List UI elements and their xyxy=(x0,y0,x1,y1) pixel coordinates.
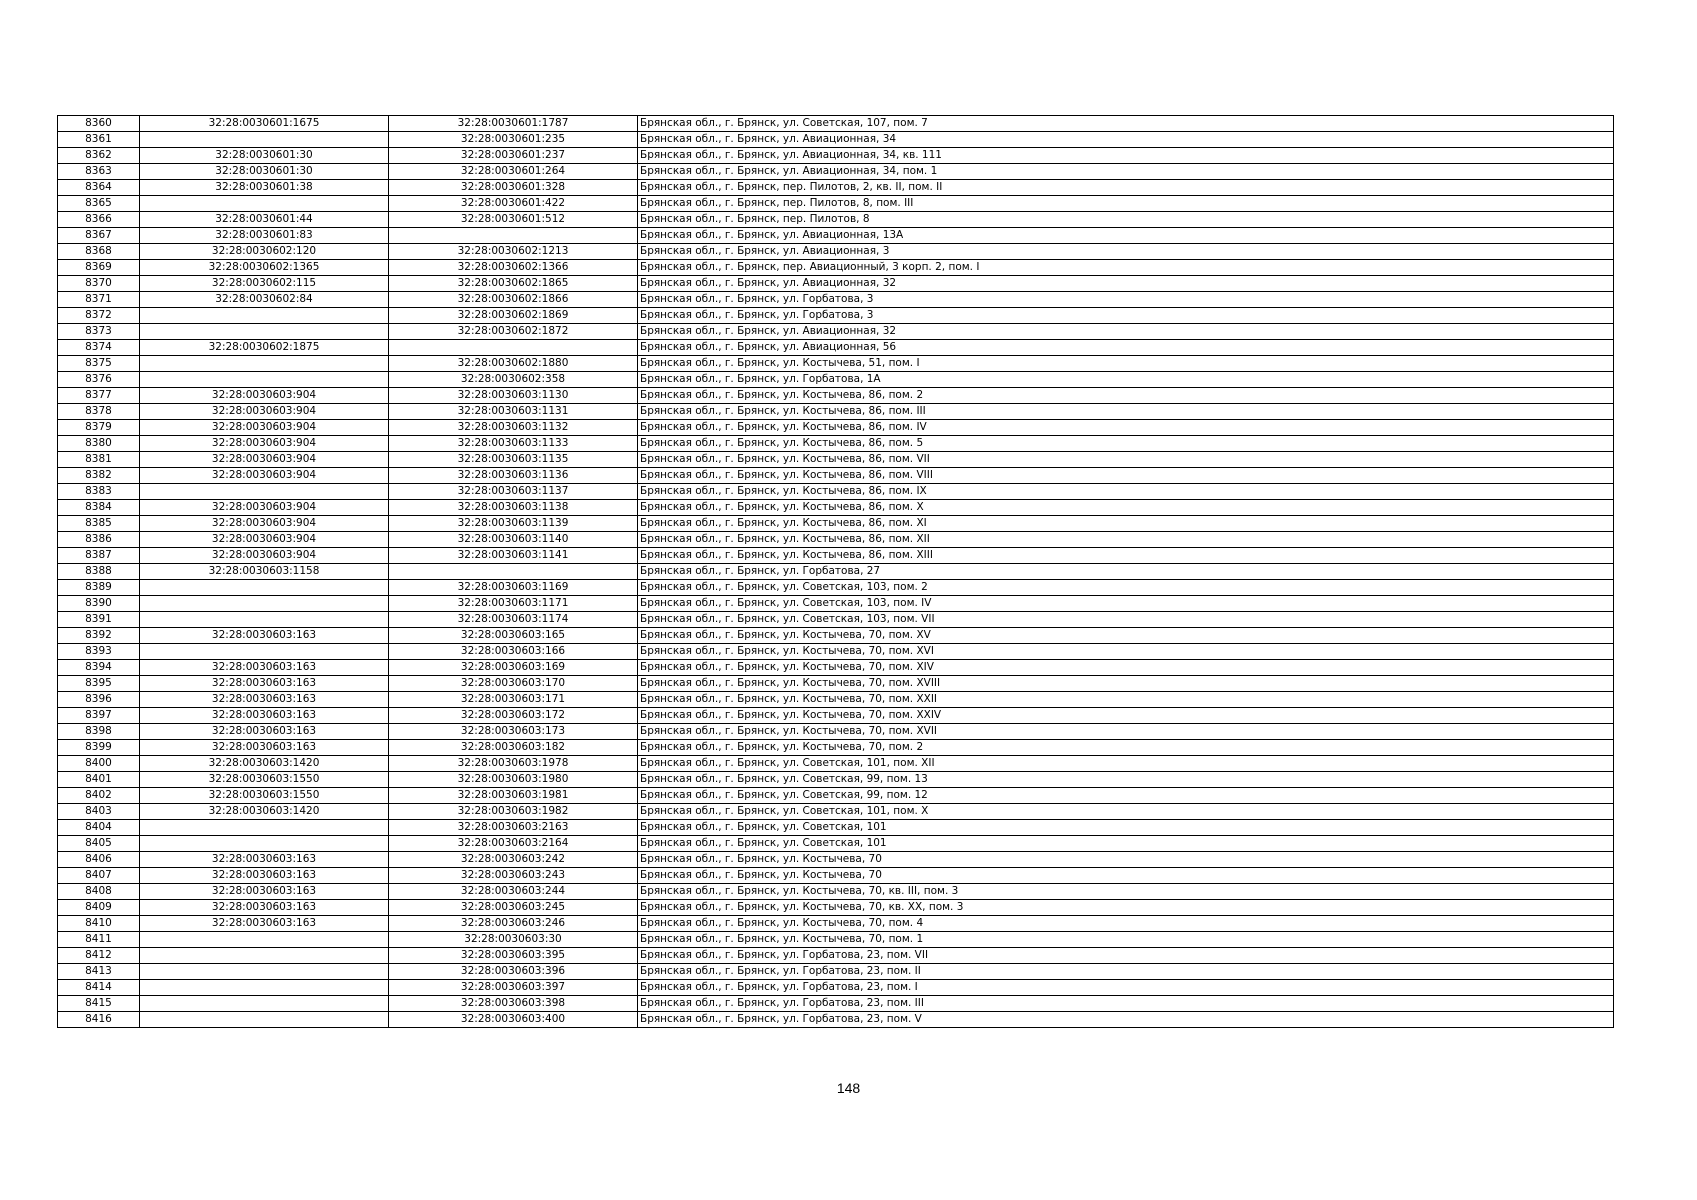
parent-cadastral-number-cell: 32:28:0030603:163 xyxy=(140,724,389,740)
row-number-cell: 8360 xyxy=(58,116,140,132)
parent-cadastral-number-cell: 32:28:0030603:163 xyxy=(140,676,389,692)
row-number-cell: 8389 xyxy=(58,580,140,596)
row-number-cell: 8380 xyxy=(58,436,140,452)
table-row xyxy=(58,164,1614,180)
address-cell: Брянская обл., г. Брянск, ул. Костычева, 86, пом. XI xyxy=(638,516,1614,532)
address-cell: Брянская обл., г. Брянск, ул. Авиационная, 13А xyxy=(638,228,1614,244)
table-row xyxy=(58,388,1614,404)
table-row xyxy=(58,420,1614,436)
cadastral-number-cell: 32:28:0030602:1213 xyxy=(389,244,638,260)
cadastral-number-cell: 32:28:0030603:1133 xyxy=(389,436,638,452)
table-row xyxy=(58,276,1614,292)
parent-cadastral-number-cell: 32:28:0030603:904 xyxy=(140,452,389,468)
table-row xyxy=(58,868,1614,884)
table-row xyxy=(58,660,1614,676)
address-cell: Брянская обл., г. Брянск, ул. Костычева, 70 xyxy=(638,868,1614,884)
parent-cadastral-number-cell: 32:28:0030603:904 xyxy=(140,468,389,484)
parent-cadastral-number-cell: 32:28:0030603:163 xyxy=(140,628,389,644)
parent-cadastral-number-cell: 32:28:0030603:904 xyxy=(140,532,389,548)
address-cell: Брянская обл., г. Брянск, ул. Костычева, 86, пом. 5 xyxy=(638,436,1614,452)
address-cell: Брянская обл., г. Брянск, ул. Советская, 101 xyxy=(638,820,1614,836)
parent-cadastral-number-cell xyxy=(140,980,389,996)
parent-cadastral-number-cell xyxy=(140,948,389,964)
parent-cadastral-number-cell xyxy=(140,356,389,372)
address-cell: Брянская обл., г. Брянск, пер. Пилотов, 2, кв. II, пом. II xyxy=(638,180,1614,196)
table-row xyxy=(58,948,1614,964)
parent-cadastral-number-cell xyxy=(140,612,389,628)
row-number-cell: 8373 xyxy=(58,324,140,340)
cadastral-number-cell: 32:28:0030603:1140 xyxy=(389,532,638,548)
row-number-cell: 8397 xyxy=(58,708,140,724)
address-cell: Брянская обл., г. Брянск, ул. Горбатова, 1А xyxy=(638,372,1614,388)
row-number-cell: 8362 xyxy=(58,148,140,164)
cadastral-number-cell: 32:28:0030601:512 xyxy=(389,212,638,228)
table-row xyxy=(58,180,1614,196)
row-number-cell: 8401 xyxy=(58,772,140,788)
address-cell: Брянская обл., г. Брянск, ул. Костычева, 70, пом. XVIII xyxy=(638,676,1614,692)
cadastral-number-cell: 32:28:0030603:397 xyxy=(389,980,638,996)
address-cell: Брянская обл., г. Брянск, ул. Костычева, 51, пом. I xyxy=(638,356,1614,372)
cadastral-number-cell: 32:28:0030602:1866 xyxy=(389,292,638,308)
row-number-cell: 8395 xyxy=(58,676,140,692)
address-cell: Брянская обл., г. Брянск, ул. Советская, 103, пом. VII xyxy=(638,612,1614,628)
address-cell: Брянская обл., г. Брянск, пер. Пилотов, 8 xyxy=(638,212,1614,228)
row-number-cell: 8383 xyxy=(58,484,140,500)
address-cell: Брянская обл., г. Брянск, ул. Костычева, 86, пом. X xyxy=(638,500,1614,516)
row-number-cell: 8387 xyxy=(58,548,140,564)
table-row xyxy=(58,132,1614,148)
parent-cadastral-number-cell: 32:28:0030603:163 xyxy=(140,916,389,932)
cadastral-number-cell: 32:28:0030603:1130 xyxy=(389,388,638,404)
cadastral-number-cell: 32:28:0030603:1132 xyxy=(389,420,638,436)
cadastral-number-cell: 32:28:0030603:1138 xyxy=(389,500,638,516)
cadastral-number-cell: 32:28:0030602:1872 xyxy=(389,324,638,340)
cadastral-number-cell: 32:28:0030601:1787 xyxy=(389,116,638,132)
row-number-cell: 8376 xyxy=(58,372,140,388)
table-row xyxy=(58,740,1614,756)
page-number: 148 xyxy=(836,1080,861,1096)
cadastral-number-cell: 32:28:0030601:328 xyxy=(389,180,638,196)
address-cell: Брянская обл., г. Брянск, ул. Костычева, 86, пом. XII xyxy=(638,532,1614,548)
address-cell: Брянская обл., г. Брянск, пер. Пилотов, 8, пом. III xyxy=(638,196,1614,212)
table-row xyxy=(58,356,1614,372)
row-number-cell: 8369 xyxy=(58,260,140,276)
cadastral-number-cell: 32:28:0030603:165 xyxy=(389,628,638,644)
parent-cadastral-number-cell: 32:28:0030603:163 xyxy=(140,852,389,868)
address-cell: Брянская обл., г. Брянск, ул. Авиационная, 34, пом. 1 xyxy=(638,164,1614,180)
address-cell: Брянская обл., г. Брянск, ул. Советская, 107, пом. 7 xyxy=(638,116,1614,132)
cadastral-number-cell: 32:28:0030603:1137 xyxy=(389,484,638,500)
parent-cadastral-number-cell: 32:28:0030603:163 xyxy=(140,884,389,900)
address-cell: Брянская обл., г. Брянск, ул. Советская, 99, пом. 12 xyxy=(638,788,1614,804)
address-cell: Брянская обл., г. Брянск, ул. Костычева, 70, пом. XVI xyxy=(638,644,1614,660)
address-cell: Брянская обл., г. Брянск, ул. Авиационная, 34, кв. 111 xyxy=(638,148,1614,164)
address-cell: Брянская обл., г. Брянск, ул. Костычева, 70, пом. XIV xyxy=(638,660,1614,676)
row-number-cell: 8364 xyxy=(58,180,140,196)
table-row xyxy=(58,580,1614,596)
row-number-cell: 8412 xyxy=(58,948,140,964)
address-cell: Брянская обл., г. Брянск, ул. Костычева, 86, пом. IX xyxy=(638,484,1614,500)
table-row xyxy=(58,804,1614,820)
parent-cadastral-number-cell: 32:28:0030601:1675 xyxy=(140,116,389,132)
row-number-cell: 8384 xyxy=(58,500,140,516)
table-row xyxy=(58,260,1614,276)
table-row xyxy=(58,244,1614,260)
row-number-cell: 8377 xyxy=(58,388,140,404)
cadastral-number-cell: 32:28:0030601:422 xyxy=(389,196,638,212)
registry-table xyxy=(57,115,1614,1028)
row-number-cell: 8399 xyxy=(58,740,140,756)
cadastral-number-cell xyxy=(389,340,638,356)
address-cell: Брянская обл., г. Брянск, пер. Авиационный, 3 корп. 2, пом. I xyxy=(638,260,1614,276)
table-row xyxy=(58,548,1614,564)
parent-cadastral-number-cell: 32:28:0030602:84 xyxy=(140,292,389,308)
address-cell: Брянская обл., г. Брянск, ул. Костычева, 70, пом. 2 xyxy=(638,740,1614,756)
table-row xyxy=(58,212,1614,228)
row-number-cell: 8394 xyxy=(58,660,140,676)
table-row xyxy=(58,228,1614,244)
table-row xyxy=(58,484,1614,500)
address-cell: Брянская обл., г. Брянск, ул. Костычева, 86, пом. 2 xyxy=(638,388,1614,404)
cadastral-number-cell: 32:28:0030602:1880 xyxy=(389,356,638,372)
parent-cadastral-number-cell xyxy=(140,964,389,980)
address-cell: Брянская обл., г. Брянск, ул. Горбатова, 3 xyxy=(638,292,1614,308)
cadastral-number-cell: 32:28:0030603:1174 xyxy=(389,612,638,628)
parent-cadastral-number-cell: 32:28:0030603:1158 xyxy=(140,564,389,580)
table-row xyxy=(58,500,1614,516)
row-number-cell: 8410 xyxy=(58,916,140,932)
address-cell: Брянская обл., г. Брянск, ул. Советская, 99, пом. 13 xyxy=(638,772,1614,788)
parent-cadastral-number-cell: 32:28:0030601:44 xyxy=(140,212,389,228)
parent-cadastral-number-cell: 32:28:0030601:38 xyxy=(140,180,389,196)
parent-cadastral-number-cell: 32:28:0030603:163 xyxy=(140,900,389,916)
cadastral-number-cell: 32:28:0030603:395 xyxy=(389,948,638,964)
cadastral-number-cell: 32:28:0030603:1171 xyxy=(389,596,638,612)
table-row xyxy=(58,676,1614,692)
cadastral-number-cell: 32:28:0030603:396 xyxy=(389,964,638,980)
row-number-cell: 8406 xyxy=(58,852,140,868)
table-row xyxy=(58,612,1614,628)
parent-cadastral-number-cell: 32:28:0030603:904 xyxy=(140,436,389,452)
address-cell: Брянская обл., г. Брянск, ул. Костычева, 70, пом. XVII xyxy=(638,724,1614,740)
parent-cadastral-number-cell: 32:28:0030603:1420 xyxy=(140,804,389,820)
row-number-cell: 8375 xyxy=(58,356,140,372)
table-row xyxy=(58,900,1614,916)
cadastral-number-cell: 32:28:0030603:1978 xyxy=(389,756,638,772)
address-cell: Брянская обл., г. Брянск, ул. Костычева, 86, пом. IV xyxy=(638,420,1614,436)
address-cell: Брянская обл., г. Брянск, ул. Костычева, 70, кв. XX, пом. 3 xyxy=(638,900,1614,916)
parent-cadastral-number-cell: 32:28:0030603:163 xyxy=(140,868,389,884)
row-number-cell: 8416 xyxy=(58,1012,140,1028)
row-number-cell: 8403 xyxy=(58,804,140,820)
table-row xyxy=(58,116,1614,132)
table-row xyxy=(58,644,1614,660)
row-number-cell: 8372 xyxy=(58,308,140,324)
cadastral-number-cell: 32:28:0030603:242 xyxy=(389,852,638,868)
row-number-cell: 8398 xyxy=(58,724,140,740)
table-row xyxy=(58,820,1614,836)
row-number-cell: 8388 xyxy=(58,564,140,580)
row-number-cell: 8367 xyxy=(58,228,140,244)
address-cell: Брянская обл., г. Брянск, ул. Горбатова, 23, пом. I xyxy=(638,980,1614,996)
parent-cadastral-number-cell: 32:28:0030602:115 xyxy=(140,276,389,292)
row-number-cell: 8385 xyxy=(58,516,140,532)
address-cell: Брянская обл., г. Брянск, ул. Советская, 101, пом. XII xyxy=(638,756,1614,772)
table-row xyxy=(58,708,1614,724)
address-cell: Брянская обл., г. Брянск, ул. Костычева, 70, пом. XV xyxy=(638,628,1614,644)
cadastral-number-cell: 32:28:0030603:1982 xyxy=(389,804,638,820)
row-number-cell: 8404 xyxy=(58,820,140,836)
table-row xyxy=(58,724,1614,740)
parent-cadastral-number-cell xyxy=(140,132,389,148)
cadastral-number-cell: 32:28:0030603:243 xyxy=(389,868,638,884)
row-number-cell: 8370 xyxy=(58,276,140,292)
address-cell: Брянская обл., г. Брянск, ул. Костычева, 70, пом. XXIV xyxy=(638,708,1614,724)
row-number-cell: 8381 xyxy=(58,452,140,468)
cadastral-number-cell: 32:28:0030603:245 xyxy=(389,900,638,916)
cadastral-number-cell: 32:28:0030603:172 xyxy=(389,708,638,724)
table-row xyxy=(58,836,1614,852)
cadastral-number-cell xyxy=(389,228,638,244)
address-cell: Брянская обл., г. Брянск, ул. Авиационная, 3 xyxy=(638,244,1614,260)
table-row xyxy=(58,692,1614,708)
address-cell: Брянская обл., г. Брянск, ул. Костычева, 70, кв. III, пом. 3 xyxy=(638,884,1614,900)
parent-cadastral-number-cell xyxy=(140,484,389,500)
cadastral-number-cell: 32:28:0030601:264 xyxy=(389,164,638,180)
cadastral-number-cell: 32:28:0030603:1135 xyxy=(389,452,638,468)
table-row xyxy=(58,884,1614,900)
parent-cadastral-number-cell: 32:28:0030603:904 xyxy=(140,548,389,564)
table-row xyxy=(58,404,1614,420)
cadastral-number-cell: 32:28:0030602:358 xyxy=(389,372,638,388)
address-cell: Брянская обл., г. Брянск, ул. Костычева, 86, пом. VII xyxy=(638,452,1614,468)
table-row xyxy=(58,292,1614,308)
table-row xyxy=(58,564,1614,580)
cadastral-number-cell: 32:28:0030603:1169 xyxy=(389,580,638,596)
parent-cadastral-number-cell xyxy=(140,324,389,340)
address-cell: Брянская обл., г. Брянск, ул. Авиационная, 34 xyxy=(638,132,1614,148)
cadastral-number-cell: 32:28:0030603:246 xyxy=(389,916,638,932)
cadastral-number-cell: 32:28:0030603:182 xyxy=(389,740,638,756)
table-row xyxy=(58,1012,1614,1028)
parent-cadastral-number-cell: 32:28:0030603:163 xyxy=(140,692,389,708)
parent-cadastral-number-cell: 32:28:0030603:904 xyxy=(140,516,389,532)
address-cell: Брянская обл., г. Брянск, ул. Авиационная, 56 xyxy=(638,340,1614,356)
cadastral-number-cell: 32:28:0030603:1981 xyxy=(389,788,638,804)
cadastral-number-cell: 32:28:0030603:166 xyxy=(389,644,638,660)
table-row xyxy=(58,628,1614,644)
address-cell: Брянская обл., г. Брянск, ул. Костычева, 86, пом. XIII xyxy=(638,548,1614,564)
cadastral-number-cell: 32:28:0030603:1980 xyxy=(389,772,638,788)
cadastral-number-cell: 32:28:0030603:1141 xyxy=(389,548,638,564)
table-row xyxy=(58,916,1614,932)
cadastral-number-cell: 32:28:0030603:400 xyxy=(389,1012,638,1028)
table-row xyxy=(58,980,1614,996)
table-row xyxy=(58,516,1614,532)
parent-cadastral-number-cell xyxy=(140,308,389,324)
parent-cadastral-number-cell: 32:28:0030603:904 xyxy=(140,388,389,404)
row-number-cell: 8368 xyxy=(58,244,140,260)
address-cell: Брянская обл., г. Брянск, ул. Авиационная, 32 xyxy=(638,324,1614,340)
cadastral-number-cell: 32:28:0030603:169 xyxy=(389,660,638,676)
row-number-cell: 8392 xyxy=(58,628,140,644)
row-number-cell: 8400 xyxy=(58,756,140,772)
parent-cadastral-number-cell: 32:28:0030601:30 xyxy=(140,148,389,164)
address-cell: Брянская обл., г. Брянск, ул. Костычева, 70, пом. 1 xyxy=(638,932,1614,948)
row-number-cell: 8386 xyxy=(58,532,140,548)
table-row xyxy=(58,756,1614,772)
cadastral-number-cell: 32:28:0030603:398 xyxy=(389,996,638,1012)
cadastral-number-cell: 32:28:0030603:2164 xyxy=(389,836,638,852)
row-number-cell: 8414 xyxy=(58,980,140,996)
parent-cadastral-number-cell xyxy=(140,196,389,212)
address-cell: Брянская обл., г. Брянск, ул. Горбатова, 23, пом. III xyxy=(638,996,1614,1012)
parent-cadastral-number-cell xyxy=(140,820,389,836)
table-row xyxy=(58,852,1614,868)
cadastral-number-cell: 32:28:0030603:2163 xyxy=(389,820,638,836)
table-row xyxy=(58,596,1614,612)
parent-cadastral-number-cell: 32:28:0030603:163 xyxy=(140,660,389,676)
cadastral-number-cell: 32:28:0030603:171 xyxy=(389,692,638,708)
row-number-cell: 8391 xyxy=(58,612,140,628)
table-row xyxy=(58,340,1614,356)
parent-cadastral-number-cell: 32:28:0030603:1550 xyxy=(140,772,389,788)
parent-cadastral-number-cell xyxy=(140,372,389,388)
parent-cadastral-number-cell xyxy=(140,996,389,1012)
row-number-cell: 8390 xyxy=(58,596,140,612)
address-cell: Брянская обл., г. Брянск, ул. Костычева, 86, пом. III xyxy=(638,404,1614,420)
address-cell: Брянская обл., г. Брянск, ул. Горбатова, 3 xyxy=(638,308,1614,324)
table-row xyxy=(58,772,1614,788)
table-row xyxy=(58,324,1614,340)
table-row xyxy=(58,148,1614,164)
row-number-cell: 8365 xyxy=(58,196,140,212)
parent-cadastral-number-cell: 32:28:0030603:163 xyxy=(140,740,389,756)
cadastral-number-cell: 32:28:0030603:1136 xyxy=(389,468,638,484)
table-row xyxy=(58,372,1614,388)
cadastral-number-cell: 32:28:0030602:1865 xyxy=(389,276,638,292)
row-number-cell: 8407 xyxy=(58,868,140,884)
parent-cadastral-number-cell xyxy=(140,932,389,948)
cadastral-number-cell: 32:28:0030602:1869 xyxy=(389,308,638,324)
parent-cadastral-number-cell: 32:28:0030603:163 xyxy=(140,708,389,724)
parent-cadastral-number-cell: 32:28:0030602:1875 xyxy=(140,340,389,356)
row-number-cell: 8378 xyxy=(58,404,140,420)
parent-cadastral-number-cell: 32:28:0030603:904 xyxy=(140,420,389,436)
cadastral-number-cell: 32:28:0030603:173 xyxy=(389,724,638,740)
row-number-cell: 8408 xyxy=(58,884,140,900)
row-number-cell: 8363 xyxy=(58,164,140,180)
row-number-cell: 8402 xyxy=(58,788,140,804)
table-row xyxy=(58,452,1614,468)
cadastral-number-cell: 32:28:0030603:1139 xyxy=(389,516,638,532)
address-cell: Брянская обл., г. Брянск, ул. Костычева, 70, пом. XXII xyxy=(638,692,1614,708)
table-row xyxy=(58,788,1614,804)
address-cell: Брянская обл., г. Брянск, ул. Костычева, 70, пом. 4 xyxy=(638,916,1614,932)
table-row xyxy=(58,308,1614,324)
cadastral-number-cell: 32:28:0030603:1131 xyxy=(389,404,638,420)
row-number-cell: 8374 xyxy=(58,340,140,356)
address-cell: Брянская обл., г. Брянск, ул. Горбатова, 23, пом. VII xyxy=(638,948,1614,964)
cadastral-number-cell: 32:28:0030601:235 xyxy=(389,132,638,148)
row-number-cell: 8361 xyxy=(58,132,140,148)
cadastral-number-cell: 32:28:0030601:237 xyxy=(389,148,638,164)
cadastral-number-cell: 32:28:0030603:30 xyxy=(389,932,638,948)
address-cell: Брянская обл., г. Брянск, ул. Горбатова, 23, пом. II xyxy=(638,964,1614,980)
address-cell: Брянская обл., г. Брянск, ул. Костычева, 70 xyxy=(638,852,1614,868)
address-cell: Брянская обл., г. Брянск, ул. Горбатова, 27 xyxy=(638,564,1614,580)
address-cell: Брянская обл., г. Брянск, ул. Советская, 103, пом. IV xyxy=(638,596,1614,612)
table-row xyxy=(58,996,1614,1012)
registry-table-body xyxy=(58,116,1614,1028)
parent-cadastral-number-cell: 32:28:0030602:120 xyxy=(140,244,389,260)
parent-cadastral-number-cell: 32:28:0030601:83 xyxy=(140,228,389,244)
table-row xyxy=(58,964,1614,980)
row-number-cell: 8413 xyxy=(58,964,140,980)
row-number-cell: 8382 xyxy=(58,468,140,484)
row-number-cell: 8405 xyxy=(58,836,140,852)
parent-cadastral-number-cell: 32:28:0030601:30 xyxy=(140,164,389,180)
row-number-cell: 8411 xyxy=(58,932,140,948)
row-number-cell: 8393 xyxy=(58,644,140,660)
address-cell: Брянская обл., г. Брянск, ул. Советская, 101 xyxy=(638,836,1614,852)
address-cell: Брянская обл., г. Брянск, ул. Горбатова, 23, пом. V xyxy=(638,1012,1614,1028)
parent-cadastral-number-cell: 32:28:0030603:904 xyxy=(140,404,389,420)
parent-cadastral-number-cell: 32:28:0030603:1550 xyxy=(140,788,389,804)
table-row xyxy=(58,932,1614,948)
address-cell: Брянская обл., г. Брянск, ул. Советская, 103, пом. 2 xyxy=(638,580,1614,596)
address-cell: Брянская обл., г. Брянск, ул. Советская, 101, пом. X xyxy=(638,804,1614,820)
parent-cadastral-number-cell xyxy=(140,644,389,660)
table-row xyxy=(58,532,1614,548)
row-number-cell: 8409 xyxy=(58,900,140,916)
cadastral-number-cell: 32:28:0030602:1366 xyxy=(389,260,638,276)
row-number-cell: 8371 xyxy=(58,292,140,308)
parent-cadastral-number-cell xyxy=(140,1012,389,1028)
parent-cadastral-number-cell xyxy=(140,580,389,596)
row-number-cell: 8366 xyxy=(58,212,140,228)
cadastral-number-cell xyxy=(389,564,638,580)
table-row xyxy=(58,468,1614,484)
parent-cadastral-number-cell: 32:28:0030602:1365 xyxy=(140,260,389,276)
table-row xyxy=(58,196,1614,212)
parent-cadastral-number-cell xyxy=(140,836,389,852)
parent-cadastral-number-cell xyxy=(140,596,389,612)
cadastral-number-cell: 32:28:0030603:170 xyxy=(389,676,638,692)
row-number-cell: 8396 xyxy=(58,692,140,708)
cadastral-number-cell: 32:28:0030603:244 xyxy=(389,884,638,900)
address-cell: Брянская обл., г. Брянск, ул. Костычева, 86, пом. VIII xyxy=(638,468,1614,484)
address-cell: Брянская обл., г. Брянск, ул. Авиационная, 32 xyxy=(638,276,1614,292)
parent-cadastral-number-cell: 32:28:0030603:1420 xyxy=(140,756,389,772)
parent-cadastral-number-cell: 32:28:0030603:904 xyxy=(140,500,389,516)
row-number-cell: 8379 xyxy=(58,420,140,436)
table-row xyxy=(58,436,1614,452)
row-number-cell: 8415 xyxy=(58,996,140,1012)
